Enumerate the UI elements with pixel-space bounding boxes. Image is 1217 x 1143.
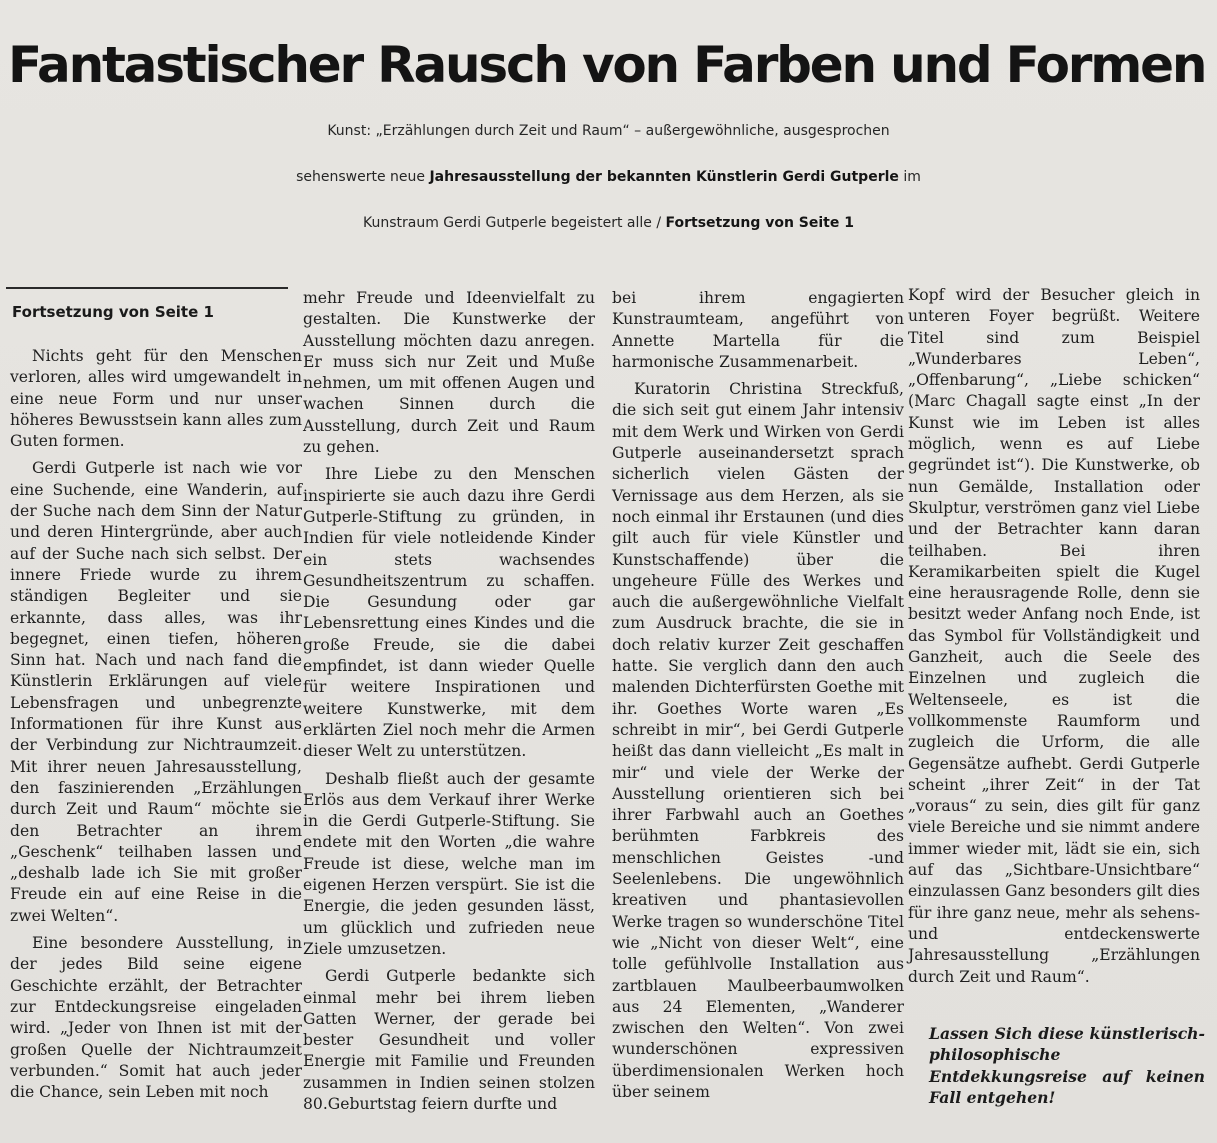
continuation-kicker: Fortsetzung von Seite 1	[12, 303, 214, 321]
article-column-2	[303, 288, 595, 1115]
subhead-line-3-normal: Kunstraum Gerdi Gutperle begeistert alle /	[363, 215, 662, 231]
paragraph: Kopf wird der Besucher gleich in unteren Foyer begrüßt. Weitere Titel sind zum Beispiel „Wunderbares Leben“, „Offenbarung“, „Liebe schicken“ (Marc Chagall sagte einst „In der Kunst wie im Leben ist alles möglich, wenn es auf Liebe gegründet ist“). Die Kunstwerke, ob nun Gemälde, Installation oder Skulptur, verströmen ganz viel Liebe und der Betrachter kann daran teilhaben. Bei ihren Keramikarbeiten spielt die Kugel eine herausragende Rolle, denn sie besitzt weder Anfang noch Ende, ist das Symbol für Vollständigkeit und Ganzheit, auch die Seele des Einzelnen und zugleich die Weltenseele, es ist die vollkommenste Raumform und zugleich die Urform, die alle Gegensätze aufhebt. Gerdi Gutperle scheint „ihrer Zeit“ in der Tat „voraus“ zu sein, dies gilt für ganz viele Bereiche und sie nimmt andere immer wieder mit, lädt sie ein, sich auf das „Sichtbare-Unsichtbare“ einzulassen Ganz besonders gilt dies für ihre ganz neue, mehr als sehens- und entdeckenswerte Jahresausstellung „Erzählungen durch Zeit und Raum“.	[908, 286, 1200, 986]
article-column-3	[612, 288, 904, 1103]
subhead-line-2-bold: Jahresausstellung der bekannten Künstlerin Gerdi Gutperle	[429, 169, 899, 185]
article-column-1	[10, 346, 302, 1103]
subhead-line-3-bold: Fortsetzung von Seite 1	[665, 215, 854, 231]
paragraph: Deshalb fließt auch der gesamte Erlös aus dem Verkauf ihrer Werke in die Gerdi Gutperle-Stiftung. Sie endete mit den Worten „die wahre Freude ist diese, welche man im eigenen Herzen verspürt. Sie ist die Energie, die jeden gesunden lässt, um glücklich und zufrieden neue Ziele umzusetzen.	[303, 769, 595, 958]
article-column-4	[908, 285, 1200, 988]
paragraph: bei ihrem engagierten Kunstraumteam, angeführt von Annette Martella für die harmonische Zusammenarbeit.	[612, 289, 904, 371]
headline: Fantastischer Rausch von Farben und Formen	[8, 36, 1206, 94]
subhead-line-2-normal: sehenswerte neue	[296, 169, 426, 185]
closing-note: Lassen Sich diese künstlerisch-philosophische Entdekkungsreise auf keinen Fall entgehen!	[929, 1024, 1205, 1107]
paragraph: Gerdi Gutperle ist nach wie vor eine Suchende, eine Wanderin, auf der Suche nach dem Sinn der Natur und deren Hintergründe, aber auch auf der Suche nach sich selbst. Der innere Friede wurde zu ihrem ständigen Begleiter und sie erkannte, dass alles, was ihr begegnet, einen tiefen, höheren Sinn hat. Nach und nach fand die Künstlerin Erklärungen auf viele Lebensfragen und unbegrenzte Informationen für ihre Kunst aus der Verbindung zur Nichtraumzeit. Mit ihrer neuen Jahresausstellung, den faszinierenden „Erzählungen durch Zeit und Raum“ möchte sie den Betrachter an ihrem „Geschenk“ teilhaben lassen und „deshalb lade ich Sie mit großer Freude ein auf eine Reise in die zwei Welten“.	[10, 459, 302, 925]
paragraph: Eine besondere Ausstellung, in der jedes Bild seine eigene Geschichte erzählt, der Betrachter zur Entdeckungsreise eingeladen wird. „Jeder von Ihnen ist mit der großen Quelle der Nichtraumzeit verbunden.“ Somit hat auch jeder die Chance, sein Leben mit noch	[10, 934, 302, 1102]
paragraph: Nichts geht für den Menschen verloren, alles wird umgewandelt in eine neue Form und nur unser höheres Bewusstsein kann alles zum Guten formen.	[10, 347, 302, 451]
subhead-line-2	[0, 154, 1217, 200]
paragraph: Ihre Liebe zu den Menschen inspirierte sie auch dazu ihre Gerdi Gutperle-Stiftung zu gründen, in Indien für viele notleidende Kinder ein stets wachsendes Gesundheitszentrum zu schaffen. Die Gesundung oder gar Lebensrettung eines Kindes und die große Freude, sie die dabei empfindet, ist dann wieder Quelle für weitere Inspirationen und weitere Kunstwerke, mit dem erklärten Ziel noch mehr die Armen dieser Welt zu unterstützen.	[303, 465, 595, 761]
subheadline	[0, 108, 1217, 246]
paragraph: Gerdi Gutperle bedankte sich einmal mehr bei ihrem lieben Gatten Werner, der gerade bei bester Gesundheit und voller Energie mit Familie und Freunden zusammen in Indien seinen stolzen 80.Geburtstag feiern durfte und	[303, 967, 595, 1113]
subhead-line-1: Kunst: „Erzählungen durch Zeit und Raum“ – außergewöhnliche, ausgesprochen	[327, 123, 890, 139]
kicker-divider	[6, 287, 288, 289]
paragraph: Kuratorin Christina Streckfuß, die sich seit gut einem Jahr intensiv mit dem Werk und Wirken von Gerdi Gutperle auseinandersetzt sprach sicherlich vielen Gästen der Vernissage aus dem Herzen, als sie noch einmal ihr Erstaunen (und dies gilt auch für viele Künstler und Kunstschaffende) über die ungeheure Fülle des Werkes und auch die außergewöhnliche Vielfalt zum Ausdruck brachte, die sie in doch relativ kurzer Zeit geschaffen hatte. Sie verglich dann den auch malenden Dichterfürsten Goethe mit ihr. Goethes Worte waren „Es schreibt in mir“, bei Gerdi Gutperle heißt das dann vielleicht „Es malt in mir“ und viele der Werke der Ausstellung orientieren sich bei ihrer Farbwahl auch an Goethes berühmten Farbkreis des menschlichen Geistes -und Seelenlebens. Die ungewöhnlich kreativen und phantasievollen Werke tragen so wunderschöne Titel wie „Nicht von dieser Welt“, eine tolle gefühlvolle Installation aus zartblauen Maulbeerbaumwolken aus 24 Elementen, „Wanderer zwischen den Welten“. Von zwei wunderschönen expressiven überdimensionalen Werken hoch über seinem	[612, 380, 904, 1101]
subhead-line-3	[0, 200, 1217, 246]
paragraph: mehr Freude und Ideenvielfalt zu gestalten. Die Kunstwerke der Ausstellung möchten dazu anregen. Er muss sich nur Zeit und Muße nehmen, um mit offenen Augen und wachen Sinnen durch die Ausstellung, durch Zeit und Raum zu gehen.	[303, 289, 595, 457]
subhead-line-2-end: im	[903, 169, 921, 185]
